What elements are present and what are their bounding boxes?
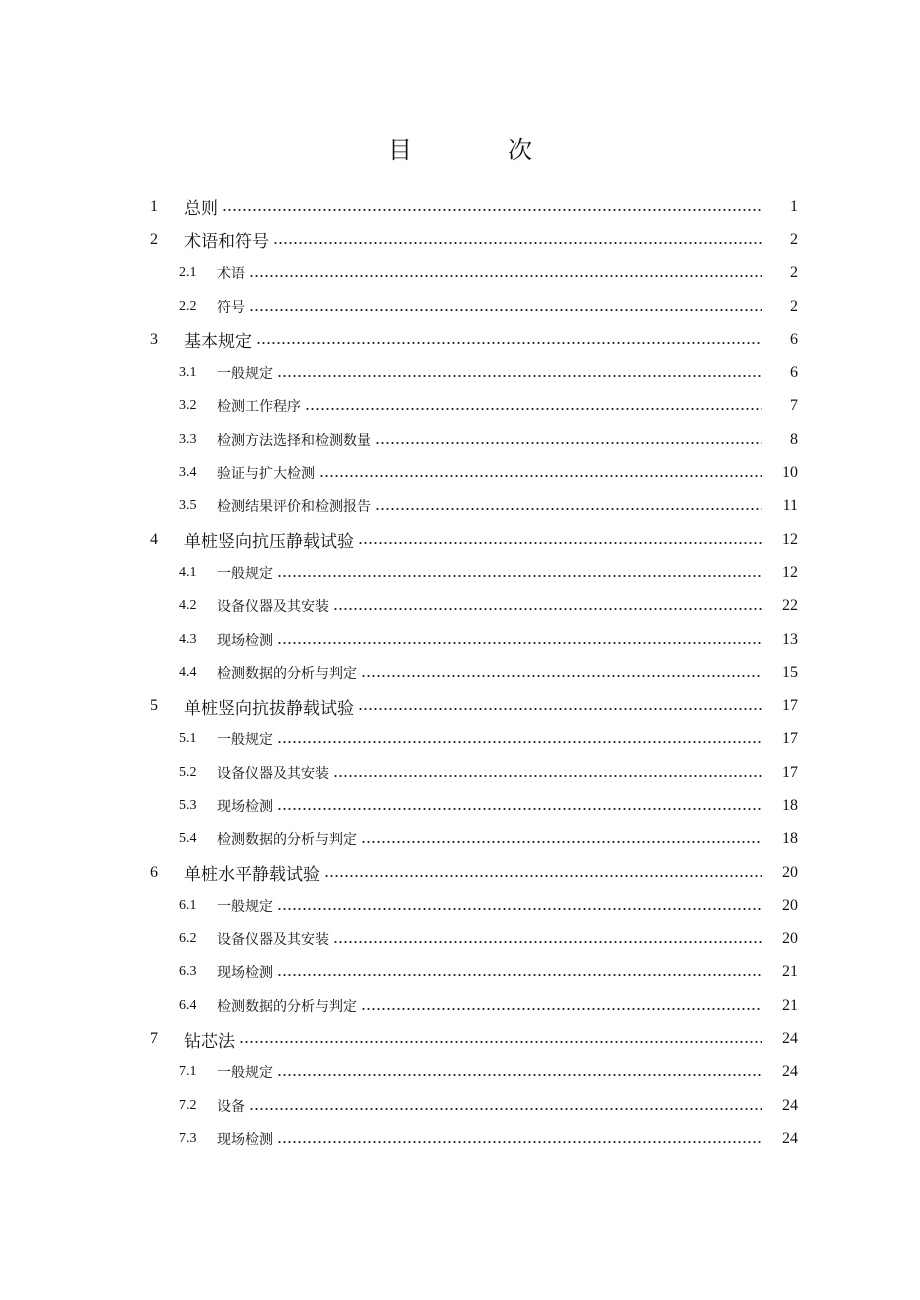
toc-entry-label: 检测数据的分析与判定 xyxy=(217,665,357,682)
toc-entry-label: 术语和符号 xyxy=(184,232,269,253)
toc-page-number: 18 xyxy=(782,796,798,814)
dot-leader xyxy=(277,1074,762,1076)
toc-section-entry[interactable] xyxy=(0,590,920,623)
dot-leader xyxy=(277,375,762,377)
toc-entry-label: 设备 xyxy=(217,1098,245,1115)
dot-leader xyxy=(277,575,762,577)
toc-page-number: 1 xyxy=(790,197,798,215)
toc-page-number: 21 xyxy=(782,963,798,981)
toc-entry-label: 单桩竖向抗拔静载试验 xyxy=(184,698,354,719)
toc-page-number: 11 xyxy=(782,497,798,515)
toc-entry-number: 6.3 xyxy=(179,964,197,980)
dot-leader xyxy=(239,1041,762,1043)
toc-entry-number: 7 xyxy=(150,1030,158,1048)
toc-entry-label: 一般规定 xyxy=(217,732,273,749)
dot-leader xyxy=(361,675,762,677)
toc-chapter-entry[interactable] xyxy=(0,856,920,889)
toc-entry-number: 3.2 xyxy=(179,398,197,414)
dot-leader xyxy=(249,1108,762,1110)
toc-entry-label: 单桩竖向抗压静载试验 xyxy=(184,532,354,553)
toc-entry-label: 术语 xyxy=(217,266,245,283)
toc-page-number: 15 xyxy=(782,663,798,681)
toc-page-number: 17 xyxy=(782,730,798,748)
toc-entry-label: 单桩水平静载试验 xyxy=(184,865,320,886)
toc-section-entry[interactable] xyxy=(0,956,920,989)
toc-section-entry[interactable] xyxy=(0,1056,920,1089)
toc-page-number: 17 xyxy=(782,697,798,715)
toc-entry-number: 3.4 xyxy=(179,465,197,481)
toc-entry-number: 4 xyxy=(150,530,158,548)
toc-page-number: 2 xyxy=(790,230,798,248)
dot-leader xyxy=(277,1141,762,1143)
toc-entry-label: 现场检测 xyxy=(217,798,273,815)
dot-leader xyxy=(375,508,762,510)
toc-entry-label: 一般规定 xyxy=(217,1065,273,1082)
toc-entry-number: 5.3 xyxy=(179,797,197,813)
toc-entry-number: 5.4 xyxy=(179,831,197,847)
toc-entry-label: 一般规定 xyxy=(217,366,273,383)
toc-entry-number: 6.4 xyxy=(179,997,197,1013)
toc-entry-number: 7.1 xyxy=(179,1064,197,1080)
toc-entry-number: 3.3 xyxy=(179,431,197,447)
toc-chapter-entry[interactable] xyxy=(0,190,920,223)
table-of-contents xyxy=(0,190,920,1156)
dot-leader xyxy=(358,708,762,710)
toc-section-entry[interactable] xyxy=(0,823,920,856)
toc-entry-number: 5.2 xyxy=(179,764,197,780)
toc-entry-number: 4.3 xyxy=(179,631,197,647)
toc-page-number: 20 xyxy=(782,930,798,948)
toc-section-entry[interactable] xyxy=(0,456,920,489)
dot-leader xyxy=(375,442,762,444)
dot-leader xyxy=(361,1008,762,1010)
toc-section-entry[interactable] xyxy=(0,756,920,789)
toc-chapter-entry[interactable] xyxy=(0,523,920,556)
toc-entry-number: 2 xyxy=(150,230,158,248)
dot-leader xyxy=(361,841,762,843)
toc-chapter-entry[interactable] xyxy=(0,689,920,722)
toc-page-number: 6 xyxy=(790,330,798,348)
toc-section-entry[interactable] xyxy=(0,1089,920,1122)
toc-section-entry[interactable] xyxy=(0,356,920,389)
toc-entry-label: 检测数据的分析与判定 xyxy=(217,832,357,849)
toc-entry-label: 检测工作程序 xyxy=(217,399,301,416)
toc-page-number: 20 xyxy=(782,896,798,914)
toc-page-number: 24 xyxy=(782,1096,798,1114)
toc-section-entry[interactable] xyxy=(0,490,920,523)
toc-section-entry[interactable] xyxy=(0,723,920,756)
toc-section-entry[interactable] xyxy=(0,623,920,656)
toc-page-number: 18 xyxy=(782,830,798,848)
toc-section-entry[interactable] xyxy=(0,390,920,423)
toc-entry-label: 现场检测 xyxy=(217,1131,273,1148)
toc-section-entry[interactable] xyxy=(0,789,920,822)
toc-entry-number: 3.5 xyxy=(179,498,197,514)
toc-entry-label: 基本规定 xyxy=(184,332,252,353)
dot-leader xyxy=(273,242,762,244)
toc-entry-label: 检测数据的分析与判定 xyxy=(217,998,357,1015)
toc-entry-label: 设备仪器及其安装 xyxy=(217,765,329,782)
toc-entry-number: 7.2 xyxy=(179,1097,197,1113)
page-title: 目 次 xyxy=(388,136,568,164)
toc-entry-number: 4.4 xyxy=(179,664,197,680)
toc-entry-label: 总则 xyxy=(184,199,218,220)
dot-leader xyxy=(333,941,762,943)
toc-page-number: 12 xyxy=(782,530,798,548)
dot-leader xyxy=(277,908,762,910)
toc-page-number: 7 xyxy=(790,397,798,415)
toc-page-number: 12 xyxy=(782,563,798,581)
dot-leader xyxy=(277,642,762,644)
toc-page-number: 20 xyxy=(782,863,798,881)
toc-section-entry[interactable] xyxy=(0,257,920,290)
toc-page-number: 6 xyxy=(790,364,798,382)
toc-page-number: 24 xyxy=(782,1129,798,1147)
toc-entry-number: 1 xyxy=(150,197,158,215)
toc-page-number: 21 xyxy=(782,996,798,1014)
dot-leader xyxy=(277,974,762,976)
toc-entry-number: 6.2 xyxy=(179,931,197,947)
toc-entry-number: 4.2 xyxy=(179,598,197,614)
toc-entry-number: 3 xyxy=(150,330,158,348)
dot-leader xyxy=(333,775,762,777)
toc-entry-label: 设备仪器及其安装 xyxy=(217,932,329,949)
toc-entry-number: 5.1 xyxy=(179,731,197,747)
toc-entry-label: 现场检测 xyxy=(217,965,273,982)
toc-chapter-entry[interactable] xyxy=(0,223,920,256)
dot-leader xyxy=(319,475,762,477)
toc-entry-number: 7.3 xyxy=(179,1130,197,1146)
toc-chapter-entry[interactable] xyxy=(0,1022,920,1055)
toc-chapter-entry[interactable] xyxy=(0,323,920,356)
toc-page-number: 22 xyxy=(782,597,798,615)
toc-section-entry[interactable] xyxy=(0,1122,920,1155)
dot-leader xyxy=(277,808,762,810)
toc-page-number: 2 xyxy=(790,297,798,315)
toc-page-number: 13 xyxy=(782,630,798,648)
toc-entry-label: 钻芯法 xyxy=(184,1031,235,1052)
toc-entry-number: 6.1 xyxy=(179,897,197,913)
toc-entry-label: 一般规定 xyxy=(217,898,273,915)
dot-leader xyxy=(249,309,762,311)
dot-leader xyxy=(358,542,762,544)
toc-page-number: 10 xyxy=(782,464,798,482)
toc-page-number: 24 xyxy=(782,1030,798,1048)
toc-entry-number: 5 xyxy=(150,697,158,715)
dot-leader xyxy=(249,275,762,277)
dot-leader xyxy=(256,342,762,344)
dot-leader xyxy=(222,209,762,211)
toc-entry-label: 设备仪器及其安装 xyxy=(217,599,329,616)
toc-section-entry[interactable] xyxy=(0,656,920,689)
toc-entry-number: 3.1 xyxy=(179,365,197,381)
toc-entry-number: 6 xyxy=(150,863,158,881)
toc-entry-number: 2.1 xyxy=(179,265,197,281)
dot-leader xyxy=(333,608,762,610)
toc-entry-label: 检测方法选择和检测数量 xyxy=(217,432,371,449)
dot-leader xyxy=(324,875,762,877)
toc-entry-label: 符号 xyxy=(217,299,245,316)
toc-entry-label: 检测结果评价和检测报告 xyxy=(217,499,371,516)
toc-entry-label: 现场检测 xyxy=(217,632,273,649)
toc-entry-number: 2.2 xyxy=(179,298,197,314)
toc-page-number: 2 xyxy=(790,264,798,282)
toc-section-entry[interactable] xyxy=(0,923,920,956)
toc-entry-number: 4.1 xyxy=(179,564,197,580)
toc-page-number: 17 xyxy=(782,763,798,781)
toc-page-number: 24 xyxy=(782,1063,798,1081)
toc-entry-label: 一般规定 xyxy=(217,565,273,582)
toc-section-entry[interactable] xyxy=(0,290,920,323)
toc-entry-label: 验证与扩大检测 xyxy=(217,466,315,483)
toc-section-entry[interactable] xyxy=(0,556,920,589)
toc-section-entry[interactable] xyxy=(0,423,920,456)
toc-page-number: 8 xyxy=(790,430,798,448)
dot-leader xyxy=(277,741,762,743)
toc-section-entry[interactable] xyxy=(0,989,920,1022)
dot-leader xyxy=(305,408,762,410)
toc-section-entry[interactable] xyxy=(0,889,920,922)
